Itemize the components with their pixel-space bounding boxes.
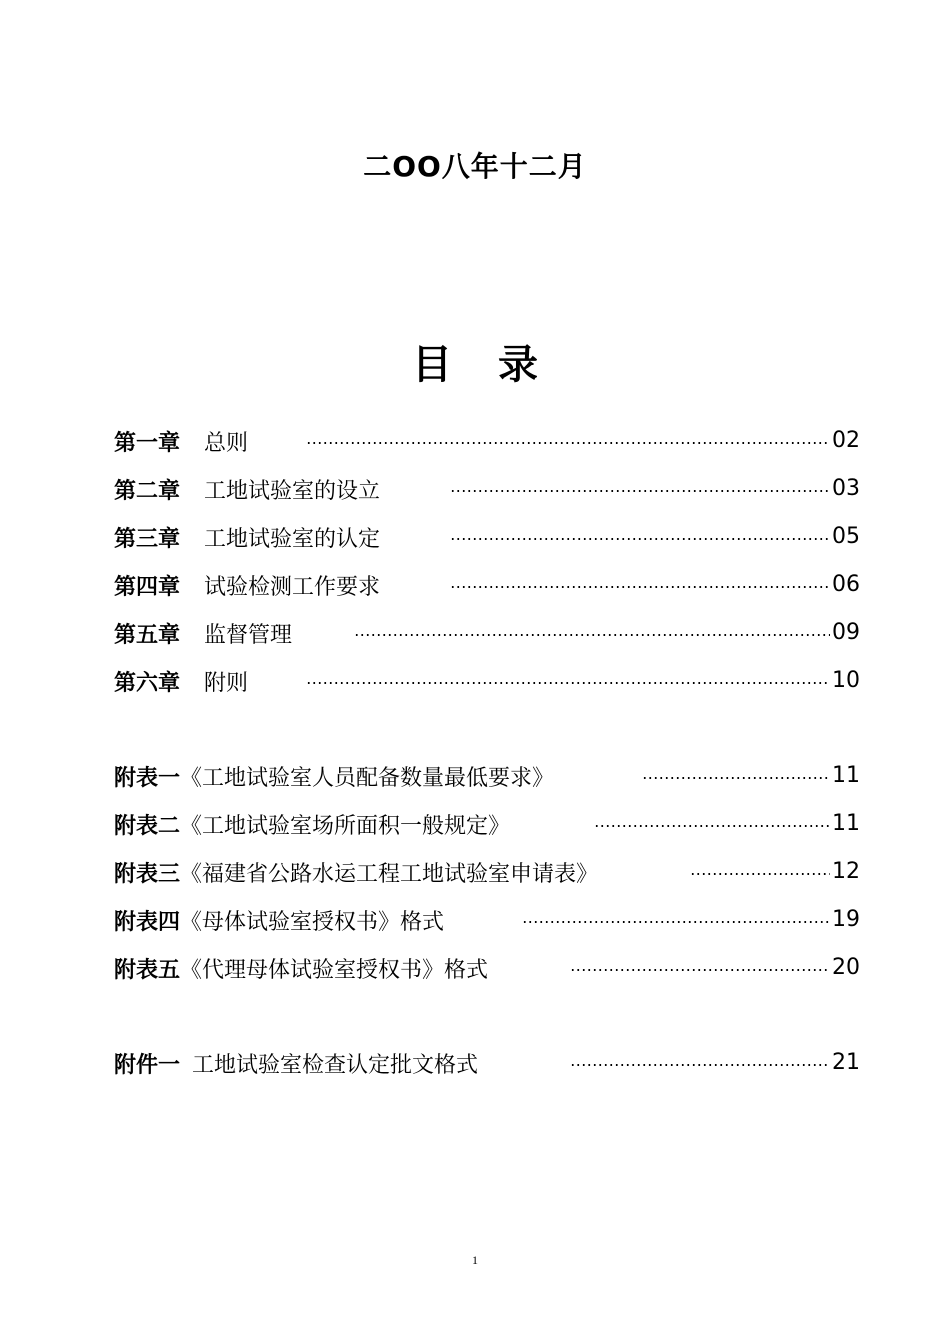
- dot-leader: [306, 442, 830, 444]
- toc-entry-title: 工地试验室的设立: [204, 478, 381, 504]
- dot-leader: [642, 777, 830, 779]
- toc-entry-page: 12: [832, 859, 860, 884]
- toc-entry-appendix-table-4[interactable]: [114, 903, 860, 937]
- toc-entry-appendix-table-2[interactable]: [114, 807, 860, 841]
- toc-entry-page: 20: [832, 955, 860, 980]
- toc-entry-label: 第六章: [114, 670, 181, 696]
- dot-leader: [354, 634, 830, 636]
- dot-leader: [522, 921, 830, 923]
- toc-entry-page: 02: [832, 428, 860, 453]
- dot-leader: [450, 586, 830, 588]
- toc-entry-page: 21: [832, 1050, 860, 1075]
- toc-entry-label: 附表五: [114, 957, 181, 983]
- toc-entry-page: 11: [832, 763, 860, 788]
- toc-entry-title: 试验检测工作要求: [204, 574, 381, 600]
- toc-entry-chapter-5[interactable]: [114, 616, 860, 650]
- dot-leader: [306, 682, 830, 684]
- toc-entry-chapter-6[interactable]: [114, 664, 860, 698]
- toc-entry-page: 06: [832, 572, 860, 597]
- dot-leader: [690, 873, 830, 875]
- toc-entry-label: 第五章: [114, 622, 181, 648]
- dot-leader: [570, 969, 830, 971]
- toc-entry-title: 总则: [204, 430, 249, 456]
- toc-entry-title: 《工地试验室人员配备数量最低要求》: [180, 765, 555, 791]
- toc-entry-page: 09: [832, 620, 860, 645]
- document-date: 二OO八年十二月: [363, 150, 587, 183]
- toc-entry-page: 05: [832, 524, 860, 549]
- toc-entry-label: 第一章: [114, 430, 181, 456]
- toc-entry-appendix-table-3[interactable]: [114, 855, 860, 889]
- toc-entry-title: 《母体试验室授权书》格式: [180, 909, 445, 935]
- toc-entry-title: 工地试验室的认定: [204, 526, 381, 552]
- toc-entry-chapter-2[interactable]: [114, 472, 860, 506]
- toc-entry-chapter-3[interactable]: [114, 520, 860, 554]
- toc-entry-label: 第三章: [114, 526, 181, 552]
- toc-entry-title: 《代理母体试验室授权书》格式: [180, 957, 489, 983]
- toc-entry-chapter-1[interactable]: [114, 424, 860, 458]
- toc-entry-appendix-table-1[interactable]: [114, 759, 860, 793]
- toc-entry-label: 附表二: [114, 813, 181, 839]
- dot-leader: [450, 538, 830, 540]
- toc-entry-title: 《福建省公路水运工程工地试验室申请表》: [180, 861, 599, 887]
- dot-leader: [570, 1064, 830, 1066]
- toc-heading-char-2: 录: [498, 342, 538, 388]
- toc-entry-label: 第二章: [114, 478, 181, 504]
- toc-entry-chapter-4[interactable]: [114, 568, 860, 602]
- footer-page-number: 1: [472, 1253, 478, 1267]
- toc-heading-char-1: 目: [412, 342, 452, 388]
- dot-leader: [450, 490, 830, 492]
- toc-entry-label: 附表三: [114, 861, 181, 887]
- toc-entry-title: 附则: [204, 670, 249, 696]
- toc-entry-label: 附表一: [114, 765, 181, 791]
- toc-entry-title: 工地试验室检查认定批文格式: [192, 1052, 479, 1078]
- toc-entry-page: 19: [832, 907, 860, 932]
- toc-entry-page: 03: [832, 476, 860, 501]
- toc-entry-appendix-table-5[interactable]: [114, 951, 860, 985]
- toc-entry-title: 监督管理: [204, 622, 293, 648]
- toc-heading: [0, 333, 950, 390]
- toc-entry-attachment-1[interactable]: [114, 1046, 860, 1080]
- toc-entry-page: 10: [832, 668, 860, 693]
- toc-entry-label: 附件一: [114, 1052, 181, 1078]
- toc-entry-title: 《工地试验室场所面积一般规定》: [180, 813, 511, 839]
- toc-entry-label: 附表四: [114, 909, 181, 935]
- dot-leader: [594, 825, 830, 827]
- toc-entry-label: 第四章: [114, 574, 181, 600]
- toc-entry-page: 11: [832, 811, 860, 836]
